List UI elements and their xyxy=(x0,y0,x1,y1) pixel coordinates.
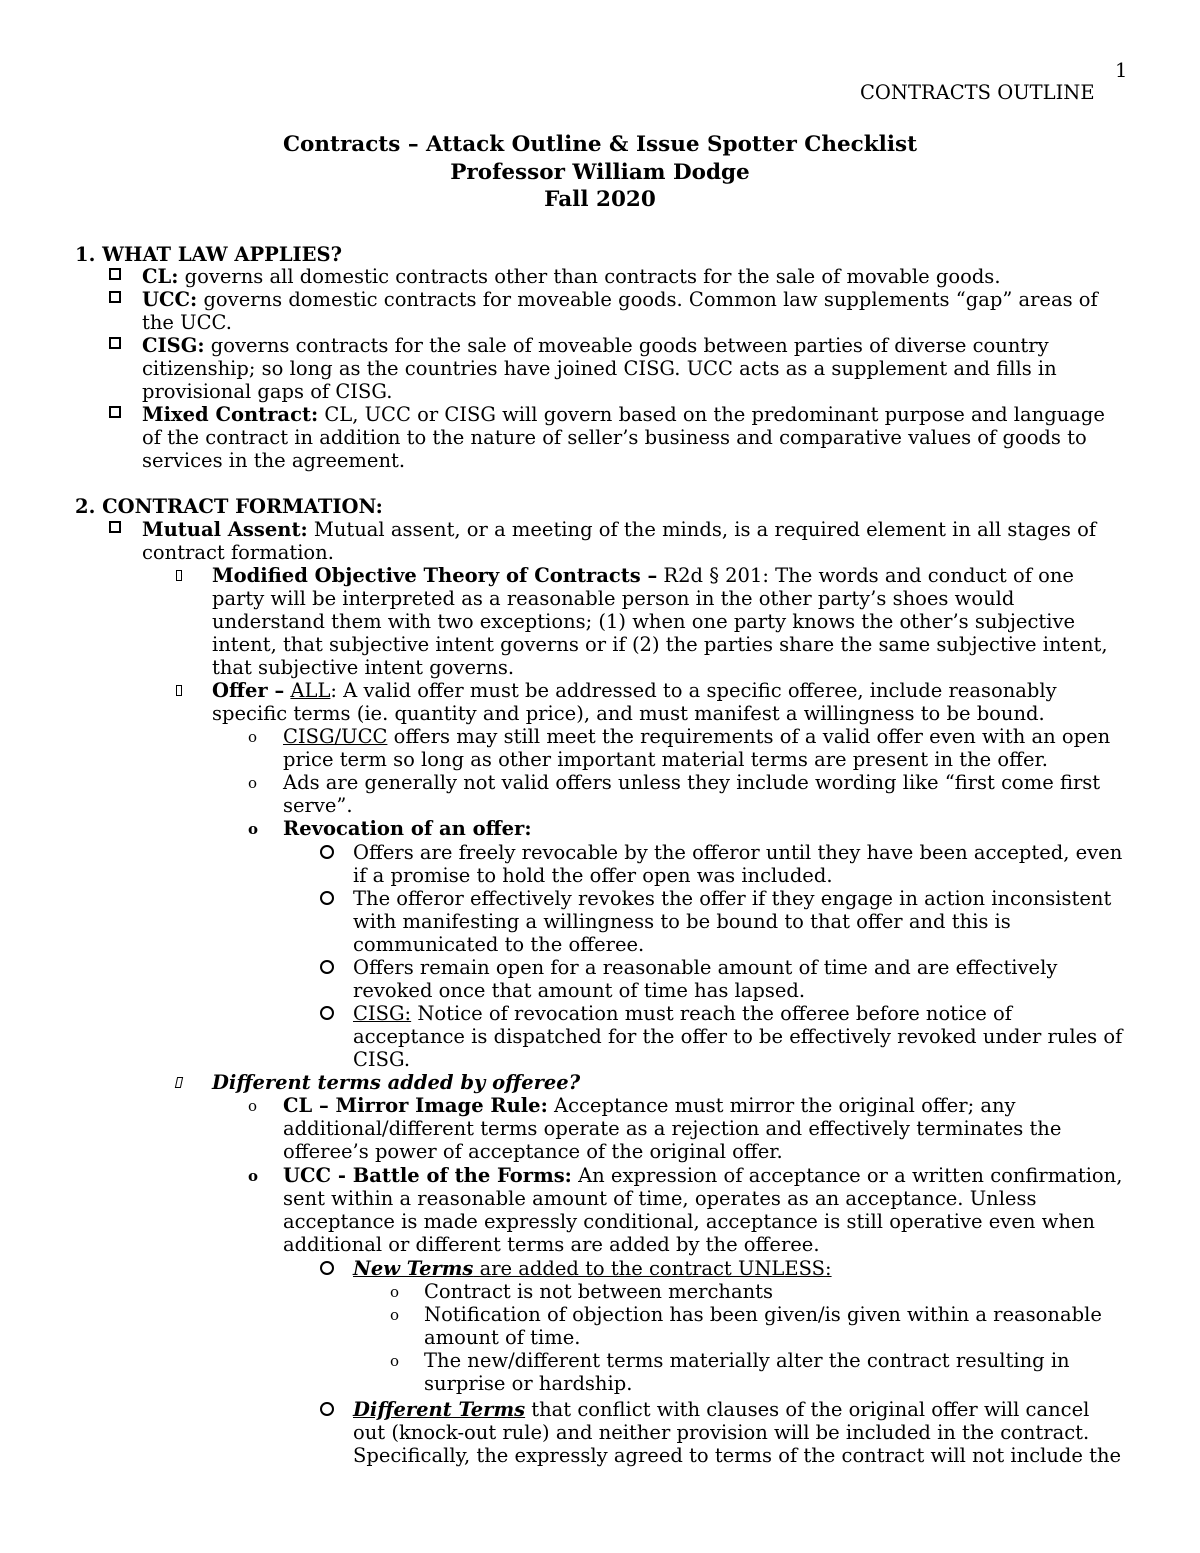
circle-bullet-icon: o xyxy=(390,1283,400,1301)
list-item-cisg-revocation-cont: CISG. xyxy=(353,1048,411,1071)
list-item-cisg-revocation-cont: acceptance is dispatched for the offer to be effectively revoked under rules of xyxy=(353,1025,1123,1048)
square-bullet-icon xyxy=(176,685,182,696)
list-item-objection-cont: amount of time. xyxy=(424,1326,581,1349)
checkbox-icon xyxy=(109,291,121,303)
checkbox-icon xyxy=(109,521,121,533)
square-bullet-icon xyxy=(176,570,182,581)
list-item-objective-theory-cont: understand them with two exceptions; (1) when one party knows the other’s subjective xyxy=(212,610,1076,633)
list-item-objection: Notification of objection has been given/is given within a reasonable xyxy=(424,1303,1102,1326)
list-item-offer-cont: specific terms (ie. quantity and price), and must manifest a willingness to be bound. xyxy=(212,702,1045,725)
list-item-mixed-cont: services in the agreement. xyxy=(142,449,406,472)
running-header: CONTRACTS OUTLINE xyxy=(860,81,1095,104)
square-bullet-icon xyxy=(175,1077,183,1088)
list-item-objective-theory-cont: party will be interpreted as a reasonable person in the other party’s shoes would xyxy=(212,587,1015,610)
ring-bullet-icon xyxy=(320,1402,334,1416)
circle-bullet-icon: o xyxy=(248,774,258,792)
list-item-new-terms: New Terms are added to the contract UNLESS: xyxy=(353,1257,832,1280)
list-item-cisg-ucc-cont: price term so long as other important material terms are present in the offer. xyxy=(283,748,1048,771)
list-item-battle-forms: UCC - Battle of the Forms: An expression of acceptance or a written confirmation, xyxy=(283,1164,1123,1187)
ring-bullet-icon xyxy=(320,891,334,905)
list-item-mutual-assent-cont: contract formation. xyxy=(142,541,334,564)
checkbox-icon xyxy=(109,268,121,280)
list-item-knockout-cont: out (knock-out rule) and neither provision will be included in the contract. xyxy=(353,1421,1090,1444)
list-item-mirror-image-cont: offeree’s power of acceptance of the original offer. xyxy=(283,1140,783,1163)
page-number: 1 xyxy=(1115,59,1128,82)
circle-bullet-icon: o xyxy=(248,728,258,746)
semester: Fall 2020 xyxy=(544,187,656,212)
list-item-cisg: CISG: governs contracts for the sale of moveable goods between parties of diverse country xyxy=(142,334,1049,357)
list-item-mirror-image-cont: additional/different terms operate as a rejection and effectively terminates the xyxy=(283,1117,1062,1140)
list-item-knockout-cont: Specifically, the expressly agreed to terms of the contract will not include the xyxy=(353,1444,1122,1467)
list-item-reasonable-time: Offers remain open for a reasonable amount of time and are effectively xyxy=(353,956,1058,979)
list-item-cl: CL: governs all domestic contracts other than contracts for the sale of movable goods. xyxy=(142,265,1001,288)
list-item-not-merchants: Contract is not between merchants xyxy=(424,1280,773,1303)
list-item-inconsistent-action-cont: with manifesting a willingness to be bound to that offer and this is xyxy=(353,910,1011,933)
list-item-different-terms-knockout: Different Terms that conflict with clauses of the original offer will cancel xyxy=(353,1398,1090,1421)
list-item-mutual-assent: Mutual Assent: Mutual assent, or a meeting of the minds, is a required element in all stages of xyxy=(142,518,1097,541)
list-item-mixed: Mixed Contract: CL, UCC or CISG will govern based on the predominant purpose and language xyxy=(142,403,1105,426)
ring-bullet-icon xyxy=(320,1006,334,1020)
list-item-ucc: UCC: governs domestic contracts for moveable goods. Common law supplements “gap” areas of xyxy=(142,288,1098,311)
circle-bullet-icon: o xyxy=(248,820,259,838)
list-item-revocation: Revocation of an offer: xyxy=(283,817,532,840)
list-item-revocable-cont: if a promise to hold the offer open was included. xyxy=(353,864,833,887)
checkbox-icon xyxy=(109,337,121,349)
list-item-objective-theory-cont: that subjective intent governs. xyxy=(212,656,515,679)
list-item-inconsistent-action: The offeror effectively revokes the offer if they engage in action inconsistent xyxy=(353,887,1112,910)
ring-bullet-icon xyxy=(320,845,334,859)
list-item-offer: Offer – ALL: A valid offer must be addressed to a specific offeree, include reasonably xyxy=(212,679,1057,702)
list-item-mirror-image: CL – Mirror Image Rule: Acceptance must mirror the original offer; any xyxy=(283,1094,1016,1117)
list-item-material-alter-cont: surprise or hardship. xyxy=(424,1372,633,1395)
list-item-revocable: Offers are freely revocable by the offeror until they have been accepted, even xyxy=(353,841,1123,864)
list-item-cisg-revocation: CISG: Notice of revocation must reach the offeree before notice of xyxy=(353,1002,1012,1025)
list-item-cisg-cont: provisional gaps of CISG. xyxy=(142,380,393,403)
list-item-ads: Ads are generally not valid offers unless they include wording like “first come first xyxy=(283,771,1101,794)
section-heading-formation: 2. CONTRACT FORMATION: xyxy=(75,495,383,518)
list-item-objective-theory: Modified Objective Theory of Contracts – R2d § 201: The words and conduct of one xyxy=(212,564,1074,587)
list-item-inconsistent-action-cont: communicated to the offeree. xyxy=(353,933,645,956)
list-item-objective-theory-cont: intent, that subjective intent governs or if (2) the parties share the same subjective intent, xyxy=(212,633,1108,656)
section-heading-what-law: 1. WHAT LAW APPLIES? xyxy=(75,243,343,266)
list-item-ads-cont: serve”. xyxy=(283,794,353,817)
list-item-cisg-ucc: CISG/UCC offers may still meet the requirements of a valid offer even with an open xyxy=(283,725,1111,748)
list-item-mixed-cont: of the contract in addition to the nature of seller’s business and comparative values of goods to xyxy=(142,426,1087,449)
document-title: Contracts – Attack Outline & Issue Spotter Checklist xyxy=(282,132,918,157)
circle-bullet-icon: o xyxy=(248,1167,259,1185)
list-item-different-terms: Different terms added by offeree? xyxy=(212,1071,581,1094)
list-item-battle-forms-cont: sent within a reasonable amount of time, operates as an acceptance. Unless xyxy=(283,1187,1037,1210)
professor-name: Professor William Dodge xyxy=(450,160,750,185)
checkbox-icon xyxy=(109,406,121,418)
ring-bullet-icon xyxy=(320,1261,334,1275)
list-item-cisg-cont: citizenship; so long as the countries have joined CISG. UCC acts as a supplement and fills in xyxy=(142,357,1057,380)
circle-bullet-icon: o xyxy=(390,1352,400,1370)
list-item-battle-forms-cont: additional or different terms are added by the offeree. xyxy=(283,1233,820,1256)
list-item-battle-forms-cont: acceptance is made expressly conditional, acceptance is still operative even when xyxy=(283,1210,1095,1233)
circle-bullet-icon: o xyxy=(248,1097,258,1115)
circle-bullet-icon: o xyxy=(390,1306,400,1324)
list-item-material-alter: The new/different terms materially alter the contract resulting in xyxy=(424,1349,1070,1372)
list-item-reasonable-time-cont: revoked once that amount of time has lapsed. xyxy=(353,979,806,1002)
list-item-ucc-cont: the UCC. xyxy=(142,311,232,334)
ring-bullet-icon xyxy=(320,960,334,974)
